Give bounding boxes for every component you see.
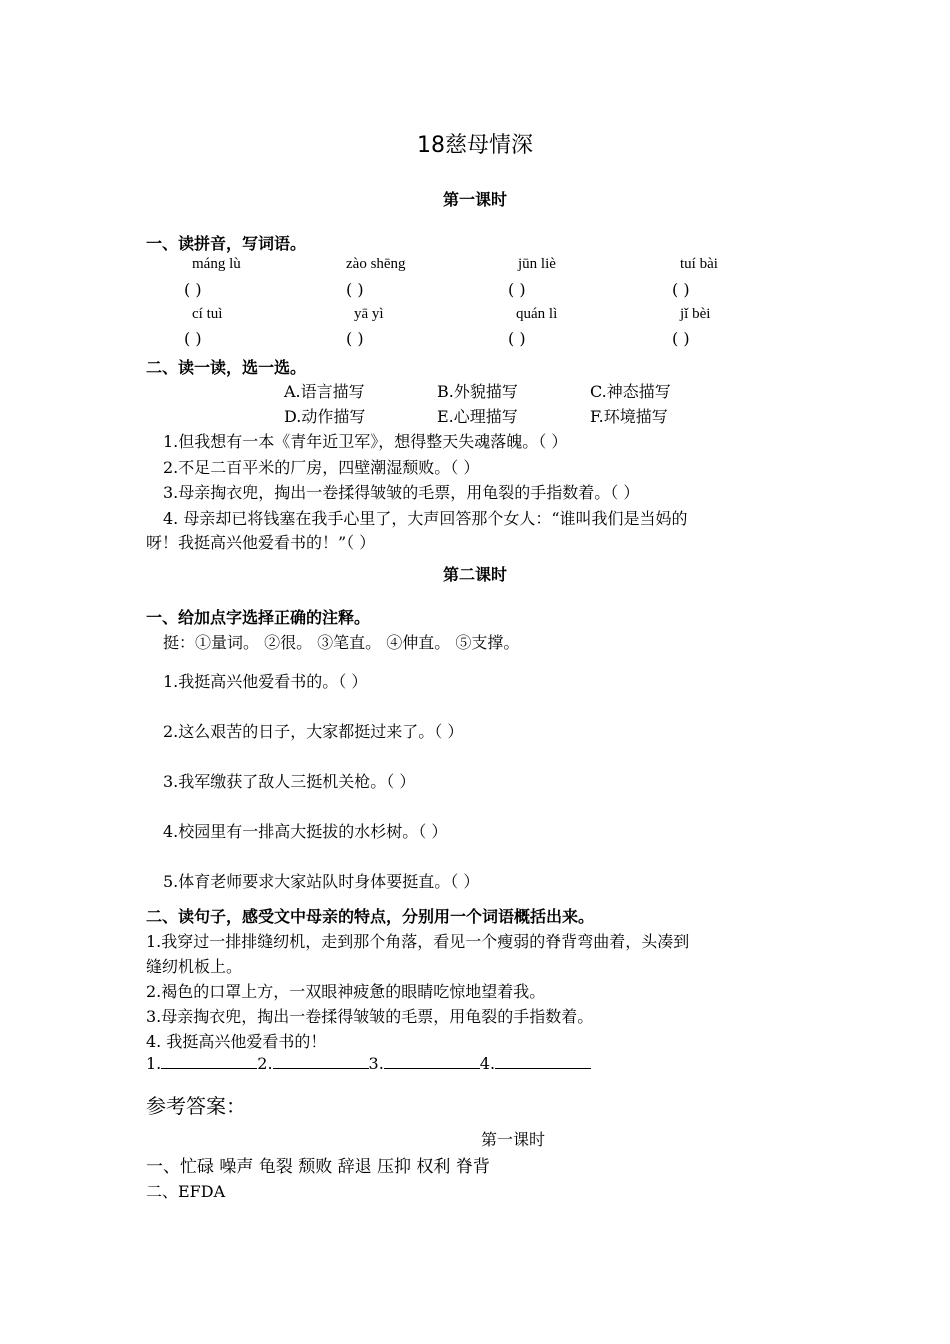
l2-q1-item-3: 3.我军缴获了敌人三挺机关枪。（ ） <box>163 772 416 791</box>
l2-q1-item-4: 4.校园里有一排高大挺拔的水杉树。（ ） <box>163 822 448 841</box>
lesson2-heading: 第二课时 <box>442 565 507 584</box>
blank-3[interactable] <box>384 1054 480 1069</box>
answer-paren-1: ( ) <box>184 280 202 299</box>
blank-4[interactable] <box>495 1054 591 1069</box>
l2-q1-item-5: 5.体育老师要求大家站队时身体要挺直。（ ） <box>163 872 480 891</box>
l2-q1-item-1: 1.我挺高兴他爱看书的。（ ） <box>163 672 368 691</box>
answers-line-2: 二、EFDA <box>146 1182 226 1201</box>
l2-q2-item-1: 1.我穿过一排排缝纫机，走到那个角落，看见一个瘦弱的脊背弯曲着，头凑到 <box>146 932 690 951</box>
pinyin-7: quán lì <box>516 306 558 322</box>
answers-lesson-heading: 第一课时 <box>480 1130 545 1149</box>
answer-paren-4: ( ) <box>672 280 690 299</box>
blank-1[interactable] <box>161 1054 257 1069</box>
option-a: A.语言描写 <box>284 382 365 401</box>
l1-part2-heading: 二、读一读，选一选。 <box>146 358 307 377</box>
pinyin-4: tuí bài <box>680 256 718 272</box>
answer-paren-5: ( ) <box>184 329 202 348</box>
l2-q1-item-2: 2.这么艰苦的日子，大家都挺过来了。（ ） <box>163 722 464 741</box>
l1-q2-item-2: 2.不足二百平米的厂房，四壁潮湿颓败。（ ） <box>163 458 480 477</box>
l2-part2-heading: 二、读句子，感受文中母亲的特点，分别用一个词语概括出来。 <box>146 907 595 926</box>
pinyin-5: cí tuì <box>192 306 223 322</box>
blank-label-3: 3. <box>368 1054 384 1073</box>
answers-heading: 参考答案： <box>146 1094 246 1118</box>
answer-paren-6: ( ) <box>346 329 364 348</box>
l2-part1-heading: 一、给加点字选择正确的注释。 <box>146 608 371 627</box>
lesson1-heading: 第一课时 <box>442 190 507 209</box>
option-b: B.外貌描写 <box>437 382 518 401</box>
pinyin-3: jūn liè <box>518 256 556 272</box>
l1-q2-item-3: 3.母亲掏衣兜，掏出一卷揉得皱皱的毛票，用龟裂的手指数着。（ ） <box>163 483 640 502</box>
blank-label-1: 1. <box>146 1054 162 1073</box>
l2-q2-item-2: 2.褐色的口罩上方，一双眼神疲惫的眼睛吃惊地望着我。 <box>146 982 546 1001</box>
pinyin-6: yā yì <box>354 306 384 322</box>
answer-blanks-row <box>146 1054 591 1073</box>
option-c: C.神态描写 <box>590 382 671 401</box>
blank-label-2: 2. <box>257 1054 273 1073</box>
answer-paren-7: ( ) <box>508 329 526 348</box>
pinyin-1: máng lù <box>192 256 241 272</box>
pinyin-8: jǐ bèi <box>680 306 711 322</box>
l1-part1-heading: 一、读拼音，写词语。 <box>146 234 307 253</box>
answers-line-1: 一、忙碌 噪声 龟裂 颓败 辞退 压抑 权利 脊背 <box>146 1157 490 1177</box>
answer-paren-8: ( ) <box>672 329 690 348</box>
option-e: E.心理描写 <box>437 407 518 426</box>
l2-q2-item-3: 3.母亲掏衣兜，掏出一卷揉得皱皱的毛票，用龟裂的手指数着。 <box>146 1007 594 1026</box>
option-f: F.环境描写 <box>590 407 668 426</box>
answer-paren-3: ( ) <box>508 280 526 299</box>
l1-q2-item-4-cont: 呀！我挺高兴他爱看书的！”（ ） <box>146 533 376 552</box>
l2-q2-item-1-cont: 缝纫机板上。 <box>146 957 243 976</box>
answer-paren-2: ( ) <box>346 280 364 299</box>
l1-q2-item-4: 4. 母亲却已将钱塞在我手心里了，大声回答那个女人：“谁叫我们是当妈的 <box>163 509 688 528</box>
l2-q2-item-4: 4. 我挺高兴他爱看书的！ <box>146 1032 327 1051</box>
meanings-list: 挺：①量词。 ②很。 ③笔直。 ④伸直。 ⑤支撑。 <box>163 633 520 652</box>
blank-2[interactable] <box>273 1054 369 1069</box>
blank-label-4: 4. <box>479 1054 496 1073</box>
page-title: 18慈母情深 <box>417 133 533 158</box>
l1-q2-item-1: 1.但我想有一本《青年近卫军》，想得整天失魂落魄。（ ） <box>163 432 568 451</box>
pinyin-2: zào shēng <box>346 256 406 272</box>
option-d: D.动作描写 <box>284 407 366 426</box>
